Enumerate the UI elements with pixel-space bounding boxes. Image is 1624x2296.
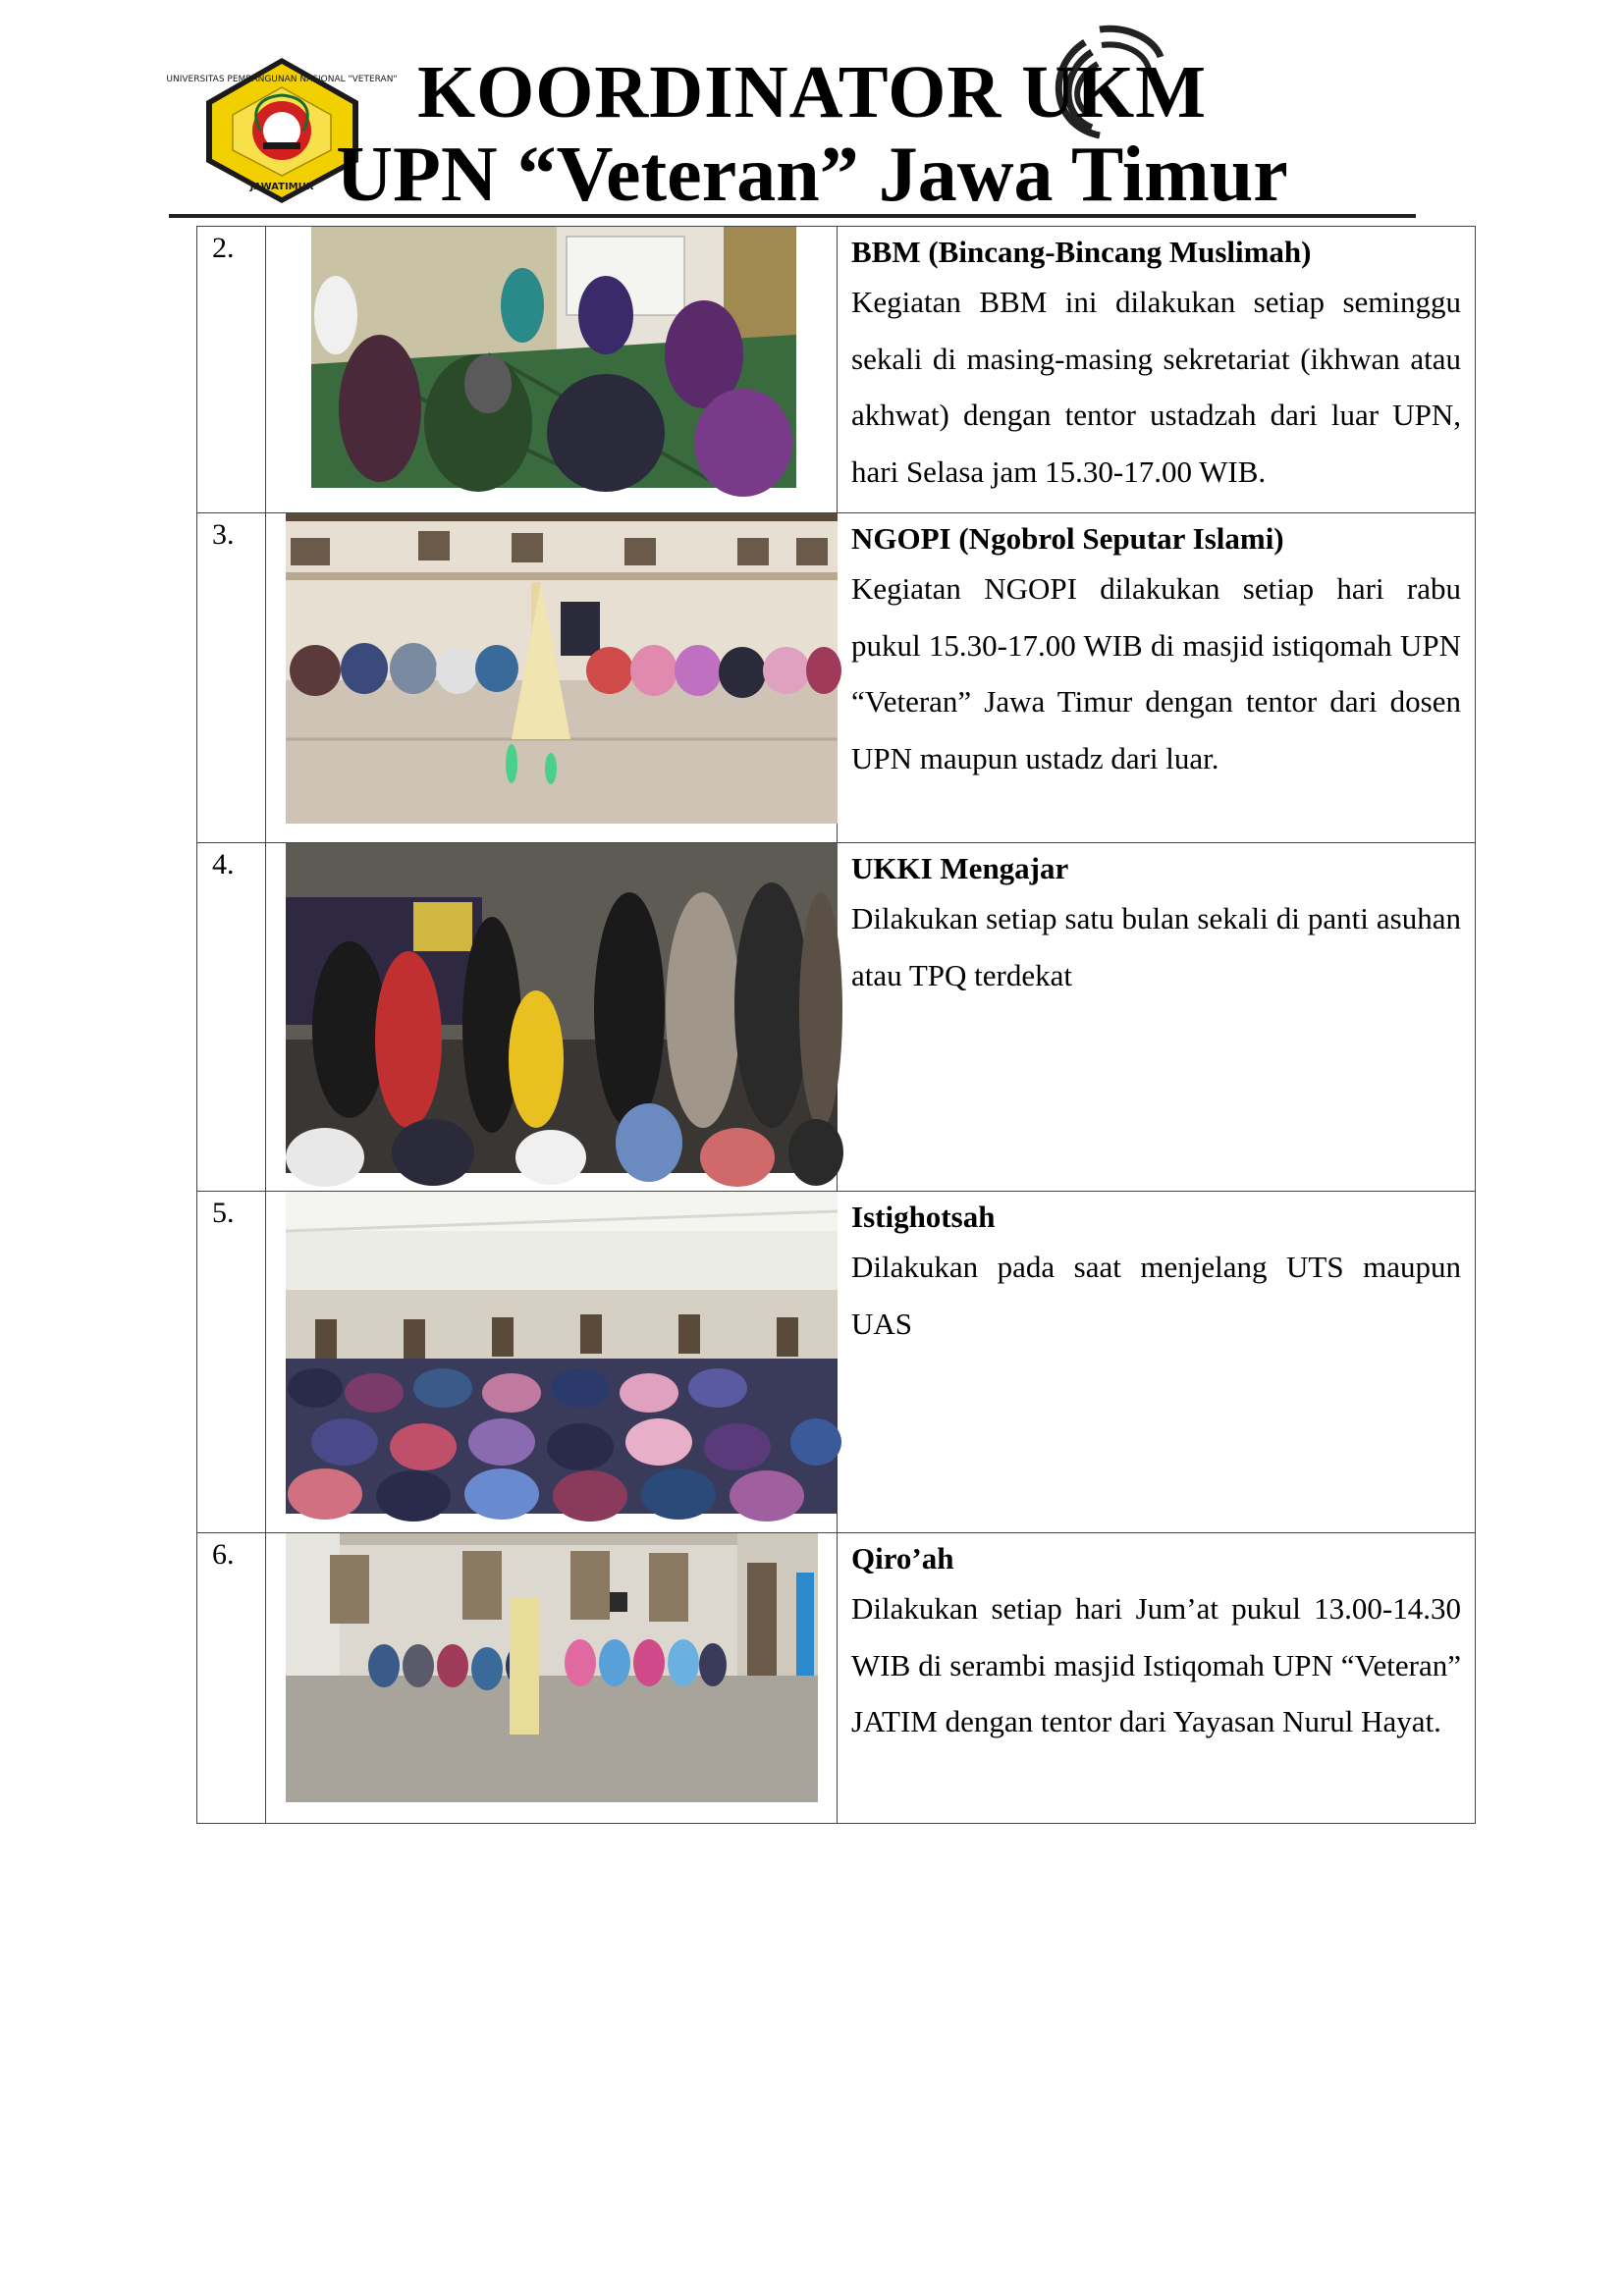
activity-photo (311, 227, 796, 488)
logo-text-bottom: JAWATIMUR (249, 182, 314, 192)
activities-table (196, 226, 1476, 1824)
row-photo-cell (266, 227, 838, 513)
activity-description: Dilakukan setiap hari Jum’at pukul 13.00-14.30 WIB di serambi masjid Istiqomah UPN “Veteran” JATIM dengan tentor dari Yayasan Nurul Hayat. (851, 1591, 1461, 1738)
activity-photo (286, 843, 838, 1173)
row-number: 4. (212, 848, 235, 881)
activity-description: Dilakukan pada saat menjelang UTS maupun UAS (851, 1250, 1461, 1341)
row-photo-cell (266, 1533, 838, 1824)
page-title-line2: UPN “Veteran” Jawa Timur (336, 132, 1288, 218)
row-number-cell (197, 1192, 266, 1533)
row-description-cell (838, 513, 1476, 843)
activity-title: Qiro’ah (851, 1541, 954, 1575)
activity-title: NGOPI (Ngobrol Seputar Islami) (851, 521, 1284, 556)
activity-description: Kegiatan BBM ini dilakukan setiap seminggu sekali di masing-masing sekretariat (ikhwan atau akhwat) dengan tentor ustadzah dari luar UPN, hari Selasa jam 15.30-17.00 WIB. (851, 285, 1461, 489)
logo-text-top: UNIVERSITAS PEMBANGUNAN NASIONAL "VETERAN" (166, 75, 398, 84)
row-number-cell (197, 227, 266, 513)
activity-photo (286, 1192, 838, 1514)
row-description-cell (838, 843, 1476, 1192)
row-number-cell (197, 1533, 266, 1824)
activity-title: UKKI Mengajar (851, 851, 1069, 885)
activity-title: Istighotsah (851, 1200, 996, 1234)
table-row (197, 843, 1476, 1192)
activity-description: Kegiatan NGOPI dilakukan setiap hari rabu pukul 15.30-17.00 WIB di masjid istiqomah UPN “Veteran” Jawa Timur dengan tentor dari dosen UPN maupun ustadz dari luar. (851, 571, 1461, 775)
activity-photo (286, 513, 838, 824)
row-number: 2. (212, 232, 235, 264)
row-photo-cell (266, 513, 838, 843)
row-number: 3. (212, 518, 235, 551)
activity-photo (286, 1533, 818, 1802)
page-header (0, 0, 1624, 226)
row-number: 6. (212, 1538, 235, 1571)
row-photo-cell (266, 1192, 838, 1533)
row-description-cell (838, 1533, 1476, 1824)
activity-title: BBM (Bincang-Bincang Muslimah) (851, 235, 1312, 269)
page-title-line1: KOORDINATOR UKM (417, 51, 1207, 133)
table-row (197, 227, 1476, 513)
activity-description: Dilakukan setiap satu bulan sekali di panti asuhan atau TPQ terdekat (851, 901, 1461, 992)
row-number: 5. (212, 1197, 235, 1229)
table-row (197, 513, 1476, 843)
row-description-cell (838, 227, 1476, 513)
row-description-cell (838, 1192, 1476, 1533)
row-number-cell (197, 513, 266, 843)
table-row (197, 1533, 1476, 1824)
row-photo-cell (266, 843, 838, 1192)
table-row (197, 1192, 1476, 1533)
row-number-cell (197, 843, 266, 1192)
